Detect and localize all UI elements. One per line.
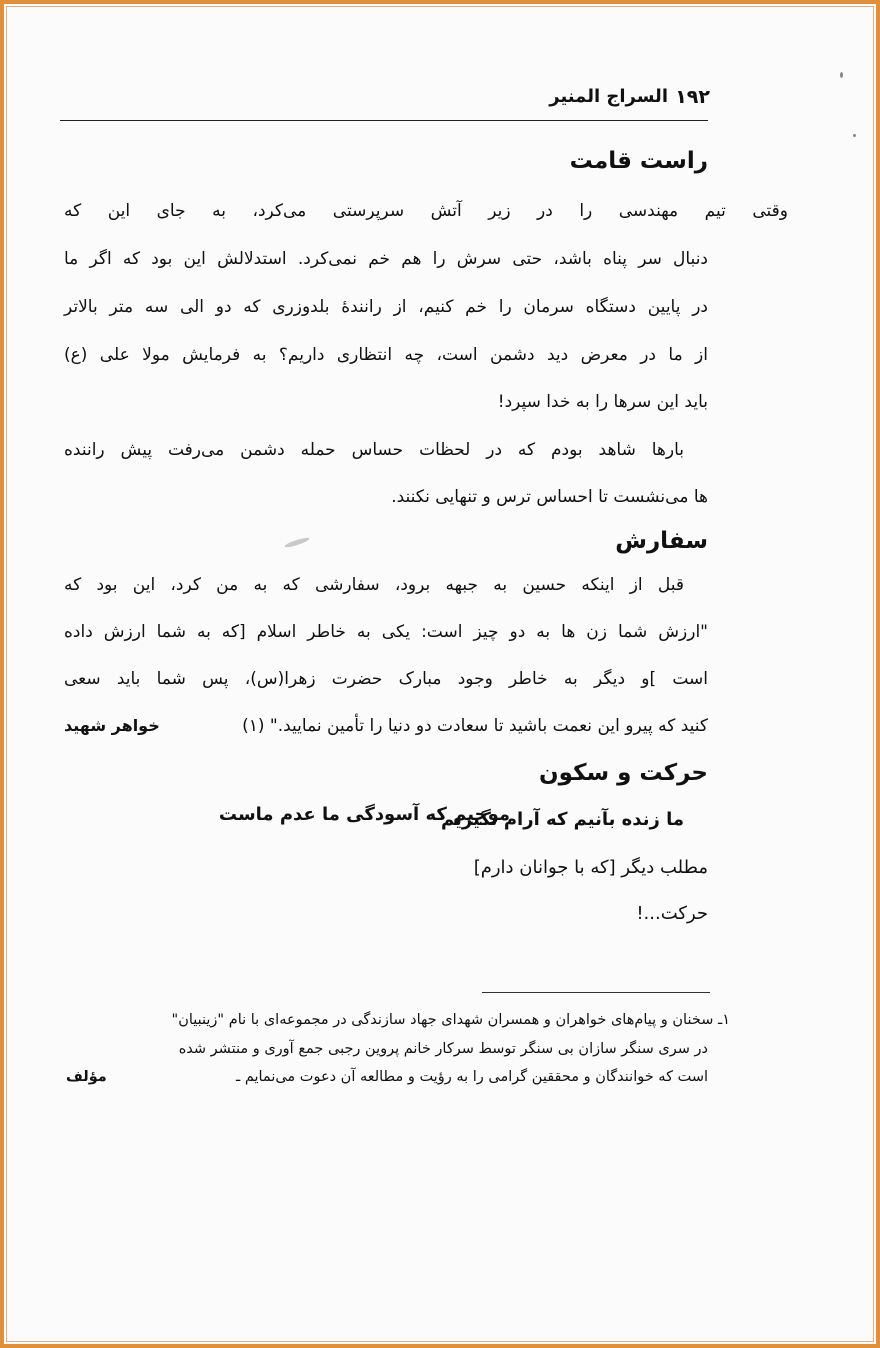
paragraph-line: از ما در معرض دید دشمن است، چه انتظاری داریم؟ به فرمایش مولا علی (ع) <box>64 345 708 365</box>
paragraph-line: بارها شاهد بودم که در لحظات حساس حمله دشمن می‌رفت پیش راننده <box>64 440 684 460</box>
paragraph-line: ها می‌نشست تا احساس ترس و تنهایی نکنند. <box>391 487 708 507</box>
footnote-line: ۱ـ سخنان و پیام‌های خواهران و همسران شهدای جهاد سازندگی در مجموعه‌ای با نام "زینبیان" <box>171 1012 730 1028</box>
paragraph-line: دنبال سر پناه باشد، حتی سرش را هم خم نمی‌کرد. استدلالش این بود که اگر ما <box>64 249 708 269</box>
footnote-author: مؤلف <box>66 1069 107 1085</box>
signature: خواهر شهید <box>64 716 160 735</box>
footnote-line: در سری سنگر سازان بی سنگر توسط سرکار خانم پروین رجبی جمع آوری و منتشر شده <box>178 1041 708 1057</box>
section-heading-harakat: حرکت و سکون <box>539 760 708 786</box>
section-heading-sefaresh: سفارش <box>615 528 708 554</box>
paragraph-line: در پایین دستگاه سرمان را خم کنیم، از رانندهٔ بلدوزری که دو الی سه متر بالاتر <box>64 297 708 317</box>
page-number: ۱۹۲ <box>675 86 710 108</box>
scan-speck <box>840 72 843 78</box>
paragraph-line: وقتی تیم مهندسی را در زیر آتش سرپرستی می‌کرد، به جای این که <box>64 201 788 221</box>
verse-second-hemistich: موجیم که آسودگی ما عدم ماست <box>218 804 510 825</box>
section-heading-rast-qamat: راست قامت <box>569 148 708 174</box>
paragraph-line: قبل از اینکه حسین به جبهه برود، سفارشی که به من کرد، این بود که <box>64 575 684 595</box>
paragraph-line: کنید که پیرو این نعمت باشید تا سعادت دو دنیا را تأمین نمایید." (۱) <box>242 716 708 736</box>
paragraph-line: حرکت...! <box>636 903 708 924</box>
scan-speck <box>853 134 856 137</box>
footnote-line: است که خوانندگان و محققین گرامی را به رؤیت و مطالعه آن دعوت می‌نمایم ـ <box>235 1069 708 1085</box>
header-rule <box>60 120 708 121</box>
verse-first-hemistich: ما زنده بآنیم که آرام نگیریم <box>440 809 684 830</box>
footnote-rule <box>482 992 710 993</box>
paragraph-line: است ]و دیگر به خاطر وجود مبارک حضرت زهرا(س)، پس شما باید سعی <box>64 669 708 689</box>
page-header <box>60 86 710 112</box>
paragraph-line: باید این سرها را به خدا سپرد! <box>497 392 708 412</box>
paragraph-line: "ارزش شما زن ها به دو چیز است: یکی به خاطر اسلام [که به شما ارزش داده <box>64 622 708 642</box>
scan-smudge <box>284 536 310 549</box>
running-title: السراج المنیر <box>549 86 668 107</box>
paragraph-line: مطلب دیگر [که با جوانان دارم] <box>473 857 708 878</box>
